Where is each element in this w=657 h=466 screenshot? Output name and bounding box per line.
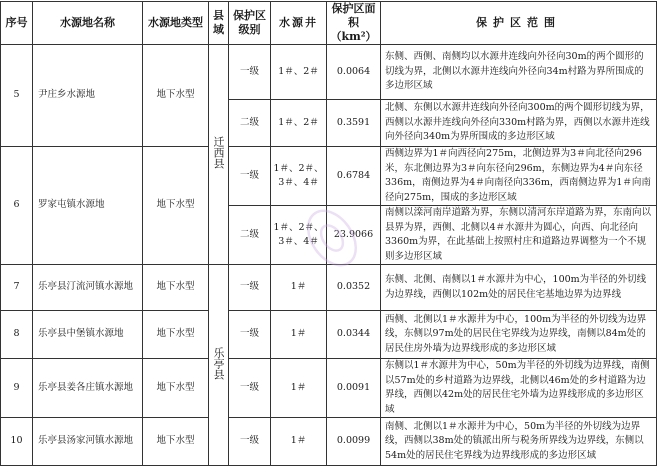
protection-level: 二级 — [229, 100, 271, 147]
protection-area: 0.0091 — [327, 359, 381, 418]
header-type: 水源地类型 — [143, 2, 209, 45]
well-list: 1＃、2＃ — [271, 45, 327, 100]
well-list: 1＃ — [271, 265, 327, 311]
site-type: 地下水型 — [143, 147, 209, 265]
header-scope: 保护区范围 — [381, 2, 657, 45]
site-type: 地下水型 — [143, 45, 209, 147]
protection-level: 一级 — [229, 147, 271, 206]
table-row — [1, 45, 657, 100]
header-area — [327, 2, 381, 45]
site-no: 10 — [1, 418, 33, 466]
table-row — [1, 265, 657, 311]
protection-area: 0.3591 — [327, 100, 381, 147]
protection-area: 0.0352 — [327, 265, 381, 311]
site-name: 乐亭县汀流河镇水源地 — [33, 265, 143, 311]
header-wells: 水源井 — [271, 2, 327, 45]
site-no: 7 — [1, 265, 33, 311]
site-name: 乐亭县中堡镇水源地 — [33, 311, 143, 359]
well-list: 1＃ — [271, 418, 327, 466]
header-no: 序号 — [1, 2, 33, 45]
site-type: 地下水型 — [143, 359, 209, 418]
protection-level: 一级 — [229, 418, 271, 466]
site-no: 6 — [1, 147, 33, 265]
table-header — [1, 2, 657, 45]
protection-scope: 西侧、北侧以1＃水源井为中心，100m为半径的外切线为边界线，东侧以97m处的居民住宅界线为边界线，南侧以84m处的居民住房外墙为边界线形成的多边形区域 — [381, 311, 657, 359]
table-body — [1, 45, 657, 466]
site-type: 地下水型 — [143, 311, 209, 359]
site-no: 9 — [1, 359, 33, 418]
protection-area: 0.0344 — [327, 311, 381, 359]
protection-scope: 南侧、北侧以1＃水源井为中心，50m为半径的外切线为边界线，西侧以38m处的镇派出所与税务所界线为边界线，东侧以54m处的居民住宅界线为边界线形成的多边形区域 — [381, 418, 657, 466]
header-area-line2: （km²） — [330, 30, 377, 43]
protection-area: 0.0099 — [327, 418, 381, 466]
well-list: 1＃、2＃、3＃、4＃ — [271, 206, 327, 265]
county-name: 迁西县 — [212, 136, 225, 169]
water-source-protection-table — [0, 1, 657, 466]
table-row — [1, 147, 657, 206]
protection-level: 一级 — [229, 359, 271, 418]
protection-area: 23.9066 — [327, 206, 381, 265]
site-type: 地下水型 — [143, 265, 209, 311]
table-row — [1, 311, 657, 359]
protection-level: 二级 — [229, 206, 271, 265]
county-cell — [209, 45, 229, 265]
well-list: 1＃、2＃ — [271, 100, 327, 147]
site-no: 5 — [1, 45, 33, 147]
protection-scope: 东侧、西侧、南侧均以水源井连线向外径向30m的两个圆形的切线为界，北侧以水源井连线向外径向34m村路为界所围成的多边形区域 — [381, 45, 657, 100]
site-no: 8 — [1, 311, 33, 359]
protection-area: 0.6784 — [327, 147, 381, 206]
protection-area: 0.0064 — [327, 45, 381, 100]
well-list: 1＃ — [271, 311, 327, 359]
protection-scope: 东侧以1＃水源井为中心，50m为半径的外切线为边界线，南侧以57m处的乡村道路为边界线，北侧以46m处的乡村道路为边界线，西侧以42m处的居民住宅外墙为边界线形成的多边形区域 — [381, 359, 657, 418]
protection-scope: 东侧、北侧、南侧以1＃水源井为中心，100m为半径的外切线为边界线，西侧以102m处的居民住宅基地边界为边界线 — [381, 265, 657, 311]
protection-level: 一级 — [229, 311, 271, 359]
well-list: 1＃ — [271, 359, 327, 418]
protection-level: 一级 — [229, 45, 271, 100]
protection-scope: 北侧、东侧以水源井连线向外径向300m的两个圆形切线为界，西侧以水源井连线向外径向330m村路为界，西侧以水源井连线向外径向340m为界所围成的多边形区域 — [381, 100, 657, 147]
protection-scope: 南侧以滦河南岸道路为界，东侧以清河东岸道路为界，东南向以县界为界，西侧、北侧以4＃水源井为圆心，向西、向北径向3360m为界，在此基础上按照村庄和道路边界调整为一个不规则多边形区域 — [381, 206, 657, 265]
protection-scope: 西侧边界为1＃向西径向275m，北侧边界为3＃向北径向296米，东北侧边界为3＃向东径向296m，东侧边界为4＃向东径336m，南侧边界为4＃向南径向336m，西南侧边界为1＃向南径向275m，围成的多边形区域 — [381, 147, 657, 206]
header-name: 水源地名称 — [33, 2, 143, 45]
header-county: 县域 — [209, 2, 229, 45]
table-row — [1, 359, 657, 418]
header-level: 保护区级别 — [229, 2, 271, 45]
county-cell — [209, 265, 229, 466]
site-name: 尹庄乡水源地 — [33, 45, 143, 147]
county-name: 乐亭县 — [212, 346, 225, 380]
site-name: 乐亭县姜各庄镇水源地 — [33, 359, 143, 418]
header-area-line1: 保护区面积 — [331, 2, 376, 29]
table-row — [1, 418, 657, 466]
site-name: 乐亭县汤家河镇水源地 — [33, 418, 143, 466]
site-type: 地下水型 — [143, 418, 209, 466]
site-name: 罗家屯镇水源地 — [33, 147, 143, 265]
protection-level: 一级 — [229, 265, 271, 311]
well-list: 1＃、2＃、3＃、4＃ — [271, 147, 327, 206]
